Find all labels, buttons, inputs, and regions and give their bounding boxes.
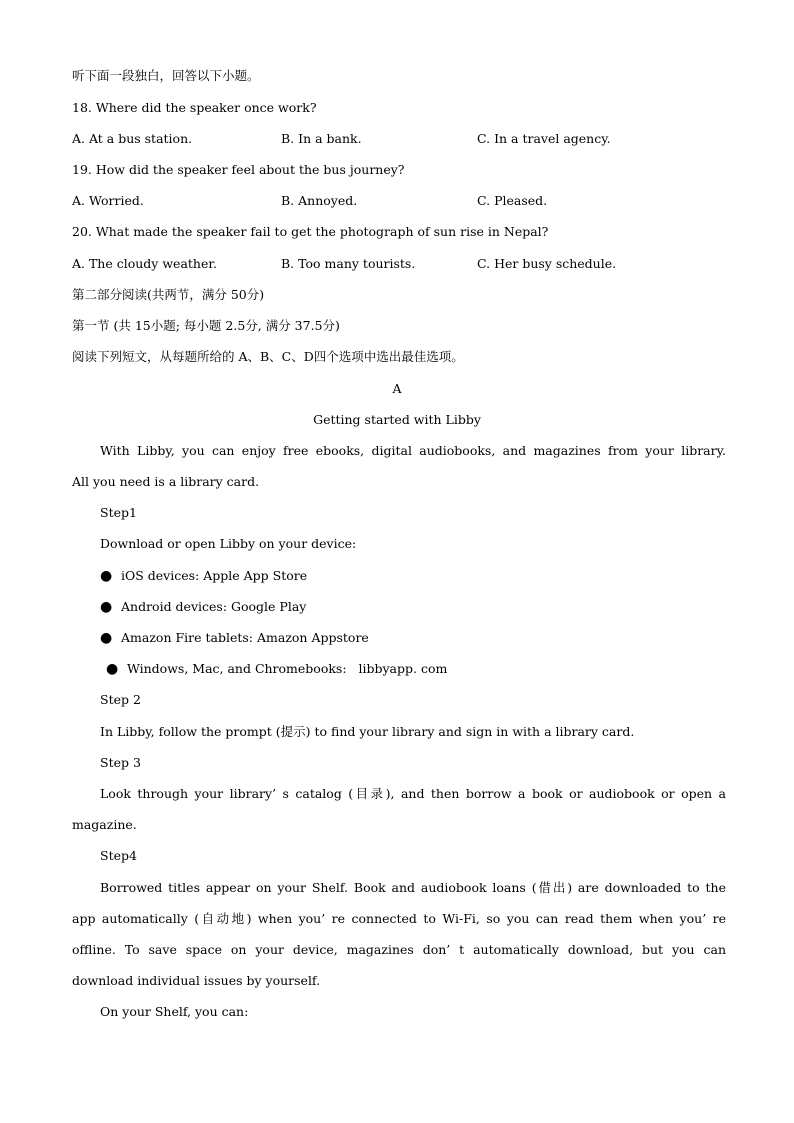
question-19-options (72, 190, 726, 212)
part2-heading: 第二部分阅读(共两节，满分 50分) (72, 287, 265, 302)
bullet-icon: ● (100, 599, 113, 615)
bullet-icon: ● (106, 661, 119, 677)
option-a: A. Worried. (72, 193, 144, 208)
bullet-text: iOS devices: Apple App Store (121, 568, 308, 583)
step3-text-line-2: magazine. (72, 817, 137, 832)
step2-label: Step 2 (100, 692, 141, 707)
bullet-item (100, 627, 726, 649)
step1-label: Step1 (100, 505, 137, 520)
option-b: B. Too many tourists. (281, 256, 416, 271)
step3-text-line-1: Look through your library’ s catalog (目录), and then borrow a book or audiobook or open a (100, 786, 726, 801)
step4-text-line-4: download individual issues by yourself. (72, 973, 321, 988)
option-b: B. In a bank. (281, 131, 362, 146)
intro-paragraph-line-1: With Libby, you can enjoy free ebooks, digital audiobooks, and magazines from your library. (100, 443, 726, 458)
question-20-options (72, 253, 726, 275)
section1-heading: 第一节 (共 15小题; 每小题 2.5分, 满分 37.5分) (72, 318, 340, 333)
option-a: A. At a bus station. (72, 131, 193, 146)
question-19-stem: 19. How did the speaker feel about the bus journey? (72, 162, 405, 177)
intro-paragraph-line-2: All you need is a library card. (72, 474, 260, 489)
step4-label: Step4 (100, 848, 137, 863)
bullet-icon: ● (100, 568, 113, 584)
option-b: B. Annoyed. (281, 193, 358, 208)
bullet-item (100, 596, 726, 618)
step2-text: In Libby, follow the prompt (提示) to find your library and sign in with a library card. (100, 724, 635, 739)
option-c: C. Her busy schedule. (477, 256, 617, 271)
reading-instruction: 阅读下列短文，从每题所给的 A、B、C、D四个选项中选出最佳选项。 (72, 349, 464, 364)
step4-text-line-1: Borrowed titles appear on your Shelf. Book and audiobook loans (借出) are downloaded to the (100, 880, 726, 895)
bullet-icon: ● (100, 630, 113, 646)
option-a: A. The cloudy weather. (72, 256, 217, 271)
passage-title: Getting started with Libby (313, 412, 481, 427)
question-20-stem: 20. What made the speaker fail to get the photograph of sun rise in Nepal? (72, 224, 549, 239)
bullet-text: Amazon Fire tablets: Amazon Appstore (121, 630, 369, 645)
listening-instruction: 听下面一段独白，回答以下小题。 (72, 68, 260, 83)
question-18-stem: 18. Where did the speaker once work? (72, 100, 317, 115)
passage-letter: A (392, 381, 402, 396)
shelf-intro: On your Shelf, you can: (100, 1004, 249, 1019)
step3-label: Step 3 (100, 755, 141, 770)
bullet-text: Windows, Mac, and Chromebooks: libbyapp. com (127, 661, 448, 676)
bullet-item (100, 565, 726, 587)
bullet-text: Android devices: Google Play (121, 599, 307, 614)
bullet-item (100, 658, 726, 680)
step4-text-line-2: app automatically (自动地) when you’ re connected to Wi-Fi, so you can read them when you’ re (72, 911, 726, 926)
question-18-options (72, 128, 726, 150)
option-c: C. In a travel agency. (477, 131, 611, 146)
step1-text: Download or open Libby on your device: (100, 536, 357, 551)
option-c: C. Pleased. (477, 193, 548, 208)
step4-text-line-3: offline. To save space on your device, magazines don’ t automatically download, but you can (72, 942, 726, 957)
